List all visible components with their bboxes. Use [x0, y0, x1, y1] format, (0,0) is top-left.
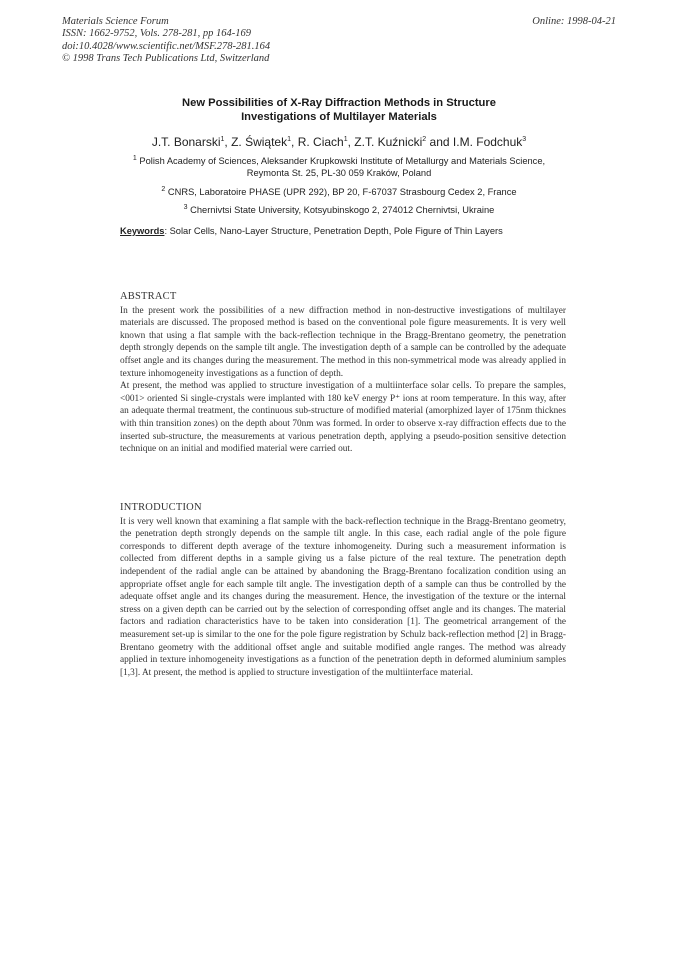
author-name: J.T. Bonarski: [151, 135, 221, 149]
abstract-heading: ABSTRACT: [120, 291, 177, 302]
doi-line[interactable]: doi:10.4028/www.scientific.net/MSF.278-281.164: [62, 40, 271, 52]
author-separator: ,: [347, 135, 355, 149]
keywords-line: Keywords: Solar Cells, Nano-Layer Structure, Penetration Depth, Pole Figure of Thin Layers: [120, 226, 503, 236]
affiliation-number: 3: [183, 203, 188, 211]
abstract-paragraph: At present, the method was applied to structure investigation of a multiinterface solar cells. To prepare the samples, <001> oriented Si single-crystals were implanted with 180 keV energy P⁺ ions at room temperature. In this way, after an adequate thermal treatment, the continuous sub-structure of modified material (amorphized layer of 175nm thicknes with thin transition zones) on the depth about 70nm was formed. In order to observe x-ray diffraction effects due to the inserted sub-structure, the measurements at various penetration depth, applying a pseudo-position sensitive detection technique on an initial and modified material were carried out.: [120, 381, 566, 455]
author-name: R. Ciach: [297, 135, 344, 149]
paper-title: [100, 96, 578, 124]
introduction-paragraph: It is very well known that examining a flat sample with the back-reflection technique in the Bragg-Brentano geometry, the penetration depth strongly depends on the sample tilt angle. In this case, each radial angle of the pole figure corresponds to different depth average of the texture inhomogeneity. During such a measurement information is collected from different depths in a sample giving us a false picture of the real texture. The penetration depth independent of the radial angle can be attained by abandoning the Bragg-Brentano focalization condition using an appropriate offset angle for each sample tilt angle. The investigation depth of a sample can thus be controlled by the adequate offset angle and its changes during the measurement. Hence, the investigation of the texture or the internal stress on a given depth can be carried out by the selection of corresponding offset angle and its changes. The material factors and radiation characteristics have to be taken into consideration [1]. The geometrical arrangement of the measurement set-up is similar to the one for the pole figure registration by Schulz back-reflection method [2] in Bragg-Brentano geometry with the additional offset angle and suitable modified angle ranges. The method was already applied in texture inhomogeneity investigations as a function of the penetration depth in deformed aluminium samples [1,3]. At present, the method is applied to structure investigation of the multiinterface material.: [120, 516, 566, 678]
online-date: Online: 1998-04-21: [532, 16, 616, 27]
journal-name: Materials Science Forum: [62, 16, 169, 27]
abstract-section: [120, 291, 566, 456]
abstract-paragraph: In the present work the possibilities of a new diffraction method in non-destructive investigations of multilayer materials are discussed. The proposed method is based on the conventional pole figure measurements. It is very well known that using a flat sample with the back-reflection technique in the Bragg-Brentano geometry, the penetration depth strongly depends on the sample tilt angle. The investigation depth of a sample can be controlled by the adequate offset angle and its changes during the measurement. The method in this non-symmetrical mode was already applied in texture inhomogeneity investigations as a function of depth.: [120, 305, 566, 379]
author-affiliation-mark: 1: [287, 136, 292, 143]
affiliation-text: Polish Academy of Sciences, Aleksander Krupkowski Institute of Metallurgy and Materials Science, Reymonta St. 25, PL-30 059 Kraków, Poland: [139, 156, 546, 179]
affiliation-number: 1: [132, 154, 137, 162]
author-list: [80, 135, 598, 149]
affiliation-3: [100, 204, 578, 216]
author-affiliation-mark: 3: [522, 136, 527, 143]
author-separator: and: [426, 135, 453, 149]
author-separator: ,: [291, 135, 298, 149]
author-name: Z. Świątek: [231, 135, 288, 149]
author-affiliation-mark: 1: [343, 136, 348, 143]
author-name: Z.T. Kuźnicki: [354, 135, 423, 149]
issn-line: ISSN: 1662-9752, Vols. 278-281, pp 164-169: [62, 28, 251, 40]
keywords-label: Keywords: [120, 226, 165, 236]
introduction-heading: INTRODUCTION: [120, 502, 202, 513]
author-separator: ,: [224, 135, 232, 149]
affiliation-number: 2: [161, 185, 166, 193]
affiliation-text: CNRS, Laboratoire PHASE (UPR 292), BP 20, F-67037 Strasbourg Cedex 2, France: [167, 187, 517, 197]
affiliation-text: Chernivtsi State University, Kotsyubinskogo 2, 274012 Chernivtsi, Ukraine: [190, 205, 495, 215]
author-affiliation-mark: 2: [422, 136, 427, 143]
journal-header: [62, 16, 270, 65]
introduction-section: [120, 502, 566, 679]
author-name: I.M. Fodchuk: [452, 135, 523, 149]
keywords-text: Solar Cells, Nano-Layer Structure, Penetration Depth, Pole Figure of Thin Layers: [169, 226, 503, 236]
title-line-2: Investigations of Multilayer Materials: [241, 111, 437, 123]
copyright-line: © 1998 Trans Tech Publications Ltd, Switzerland: [62, 52, 270, 64]
affiliation-2: [100, 186, 578, 198]
affiliation-1: [118, 155, 560, 180]
author-affiliation-mark: 1: [220, 136, 225, 143]
title-line-1: New Possibilities of X-Ray Diffraction Methods in Structure: [182, 97, 496, 109]
